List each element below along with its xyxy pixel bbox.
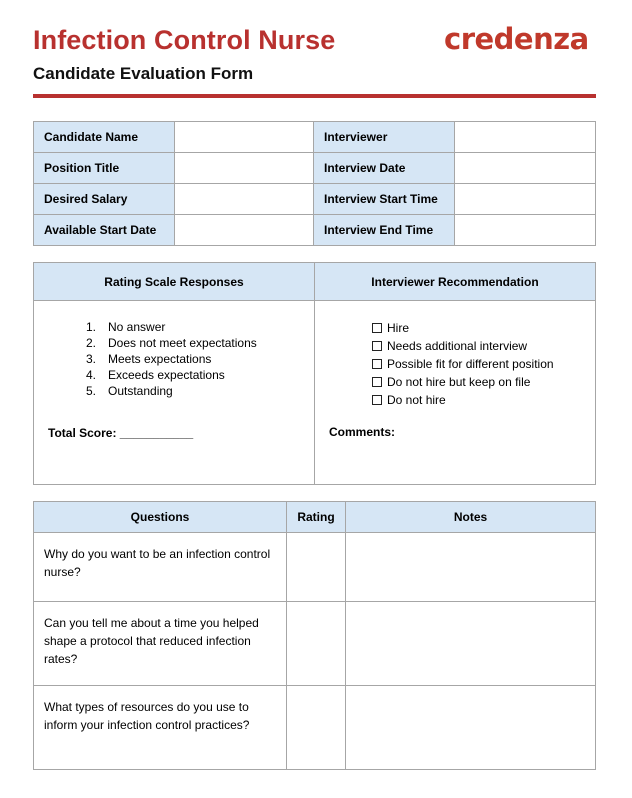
table-row <box>34 215 596 246</box>
recommendation-option[interactable]: Do not hire but keep on file <box>372 373 554 391</box>
table-row <box>34 502 596 533</box>
notes-field[interactable] <box>346 686 596 770</box>
checkbox-icon[interactable] <box>372 377 382 387</box>
notes-header: Notes <box>346 502 596 533</box>
position-title-label: Position Title <box>34 153 175 184</box>
table-row <box>34 301 596 485</box>
interviewer-field[interactable] <box>455 122 596 153</box>
interview-date-field[interactable] <box>455 153 596 184</box>
list-item: 5. Outstanding <box>86 384 173 398</box>
recommendation-option[interactable]: Do not hire <box>372 391 554 409</box>
available-start-date-field[interactable] <box>175 215 314 246</box>
candidate-name-field[interactable] <box>175 122 314 153</box>
desired-salary-field[interactable] <box>175 184 314 215</box>
comments-label: Comments: <box>329 425 396 439</box>
credenza-logo: credenza <box>444 22 589 56</box>
form-title: Infection Control Nurse <box>33 25 336 55</box>
rating-scale-list <box>86 319 257 399</box>
checkbox-icon[interactable] <box>372 341 382 351</box>
recommendation-option[interactable]: Possible fit for different position <box>372 355 554 373</box>
interview-end-time-field[interactable] <box>455 215 596 246</box>
table-row <box>34 263 596 301</box>
question-text: Can you tell me about a time you helped shape a protocol that reduced infection rates? <box>34 602 287 686</box>
recommendation-cell <box>315 301 596 485</box>
interviewer-label: Interviewer <box>314 122 455 153</box>
notes-field[interactable] <box>346 533 596 602</box>
rating-scale-header: Rating Scale Responses <box>34 263 315 301</box>
questions-header: Questions <box>34 502 287 533</box>
checkbox-icon[interactable] <box>372 359 382 369</box>
rating-field[interactable] <box>287 533 346 602</box>
table-row <box>34 602 596 686</box>
recommendation-option[interactable]: Hire <box>372 319 554 337</box>
list-item: 3. Meets expectations <box>86 352 212 366</box>
available-start-date-label: Available Start Date <box>34 215 175 246</box>
candidate-name-label: Candidate Name <box>34 122 175 153</box>
form-subtitle: Candidate Evaluation Form <box>33 64 254 83</box>
table-row <box>34 122 596 153</box>
interview-start-time-field[interactable] <box>455 184 596 215</box>
rating-scale-cell <box>34 301 315 485</box>
header-divider <box>33 94 596 98</box>
table-row <box>34 184 596 215</box>
question-text: Why do you want to be an infection control nurse? <box>34 533 287 602</box>
table-row <box>34 153 596 184</box>
interview-end-time-label: Interview End Time <box>314 215 455 246</box>
recommendation-header: Interviewer Recommendation <box>315 263 596 301</box>
checkbox-icon[interactable] <box>372 395 382 405</box>
table-row <box>34 686 596 770</box>
position-title-field[interactable] <box>175 153 314 184</box>
interview-start-time-label: Interview Start Time <box>314 184 455 215</box>
rating-field[interactable] <box>287 602 346 686</box>
table-row <box>34 533 596 602</box>
questions-table <box>33 501 596 770</box>
question-text: What types of resources do you use to inform your infection control practices? <box>34 686 287 770</box>
rating-field[interactable] <box>287 686 346 770</box>
interview-date-label: Interview Date <box>314 153 455 184</box>
rating-table <box>33 262 596 485</box>
checkbox-icon[interactable] <box>372 323 382 333</box>
candidate-info-table <box>33 121 596 246</box>
total-score-field[interactable]: Total Score: ___________ <box>48 426 194 440</box>
desired-salary-label: Desired Salary <box>34 184 175 215</box>
rating-header: Rating <box>287 502 346 533</box>
notes-field[interactable] <box>346 602 596 686</box>
list-item: 4. Exceeds expectations <box>86 368 225 382</box>
recommendation-list <box>372 319 554 409</box>
recommendation-option[interactable]: Needs additional interview <box>372 337 554 355</box>
list-item: 2. Does not meet expectations <box>86 336 257 350</box>
list-item: 1. No answer <box>86 320 166 334</box>
